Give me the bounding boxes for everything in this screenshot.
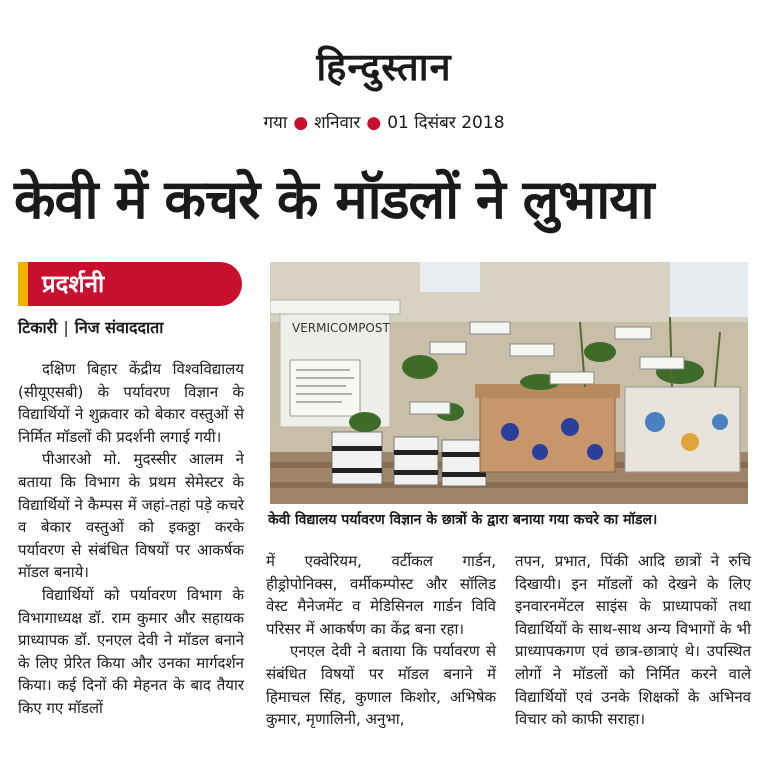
vermicompost-sign: VERMICOMPOST bbox=[292, 321, 390, 335]
paragraph: पीआरओ मो. मुदस्सीर आलम ने बताया कि विभाग के प्रथम सेमेस्टर के विद्यार्थियों ने कैम्पस में जहां-तहां पड़े कचरे व बेकार वस्तुओं को इकठ्ठा करके पर्यावरण से संबंधित विषयों पर आकर्षक मॉडल बनाये। bbox=[18, 450, 244, 582]
paragraph: विद्यार्थियों को पर्यावरण विभाग के विभागाध्यक्ष डॉ. राम कुमार और सहायक प्राध्यापक डॉ. एनएल देवी ने मॉडल बनाने के लिए प्रेरित किया और उनका मार्गदर्शन किया। कई दिनों की मेहनत के बाद तैयार किए गए मॉडलों bbox=[18, 585, 244, 717]
byline-reporter: निज संवाददाता bbox=[74, 318, 164, 337]
masthead: हिन्दुस्तान bbox=[316, 45, 452, 89]
section-badge: प्रदर्शनी bbox=[28, 262, 242, 306]
paragraph: दक्षिण बिहार केंद्रीय विश्वविद्यालय (सीयूएसबी) के पर्यावरण विज्ञान के विद्यार्थियों ने शुक्रवार को बेकार वस्तुओं से निर्मित मॉडलों की प्रदर्शनी लगाई गयी। bbox=[18, 360, 244, 446]
dot-separator: ● bbox=[293, 113, 309, 133]
dateline-city: गया bbox=[263, 113, 288, 133]
vermicompost-exhibit-photo bbox=[270, 262, 748, 504]
headline: केवी में कचरे के मॉडलों ने लुभाया bbox=[14, 168, 654, 231]
dot-separator: ● bbox=[366, 113, 382, 133]
paragraph: तपन, प्रभात, पिंकी आदि छात्रों ने रुचि दिखायी। इन मॉडलों को देखने के लिए इनवारनमेंटल साइंस के प्राध्यापकों तथा विद्यार्थियों के साथ-साथ अन्य विभागों के भी प्राध्यापकगण एवं छात्र-छात्राएं थे। उपस्थित लोगों ने मॉडलों को निर्मित करने वाले विद्यार्थियों एवं उनके शिक्षकों के अभिनव विचार को काफी सराहा। bbox=[515, 552, 751, 729]
byline-separator: | bbox=[63, 318, 69, 337]
section-badge-stripe bbox=[18, 262, 28, 306]
article-column-3 bbox=[515, 550, 751, 731]
byline-place: टिकारी bbox=[18, 318, 58, 337]
article-column-2 bbox=[266, 550, 496, 731]
dateline bbox=[0, 110, 768, 133]
paragraph: में एक्वेरियम, वर्टीकल गार्डन, हीड्रोपोनिक्स, वर्मीकम्पोस्ट और सॉलिड वेस्ट मैनेजमेंट व मेडिसिनल गार्डन विवि परिसर में आकर्षण का केंद्र बना रहा। bbox=[266, 552, 496, 638]
photo-caption: केवी विद्यालय पर्यावरण विज्ञान के छात्रों के द्वारा बनाया गया कचरे का मॉडल। bbox=[268, 512, 658, 528]
byline bbox=[18, 316, 163, 338]
news-photo bbox=[270, 262, 748, 504]
dateline-date: 01 दिसंबर 2018 bbox=[387, 113, 505, 133]
paragraph: एनएल देवी ने बताया कि पर्यावरण से संबंधित विषयों पर मॉडल बनाने में हिमाचल सिंह, कुणाल किशोर, अभिषेक कुमार, मृणालिनी, अनुभा, bbox=[266, 642, 496, 729]
dateline-day: शनिवार bbox=[314, 113, 361, 133]
article-column-1 bbox=[18, 358, 244, 720]
